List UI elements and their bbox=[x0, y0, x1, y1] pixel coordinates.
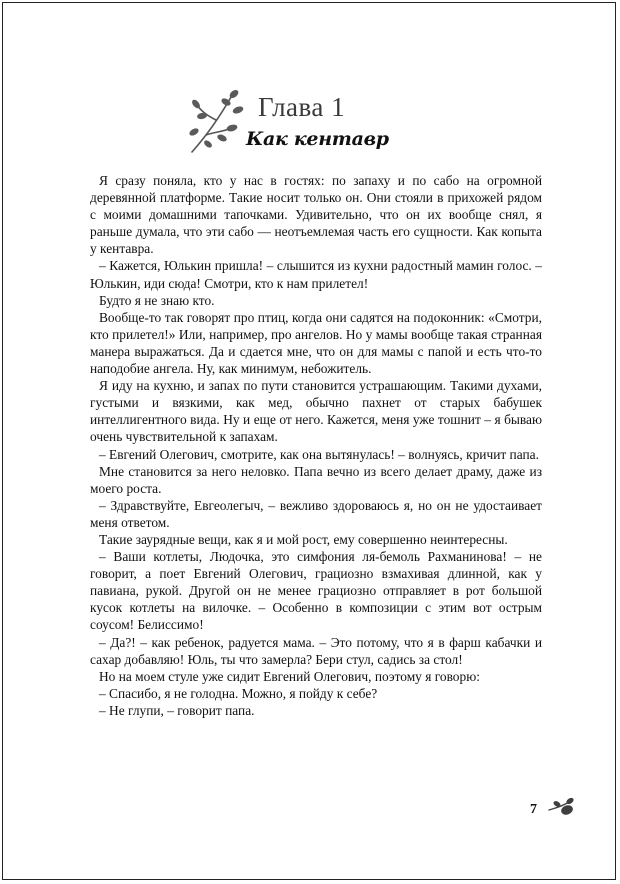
paragraph: – Да?! – как ребенок, радуется мама. – Это потому, что я в фарш кабачки и сахар добавляю! Юль, ты что замерла? Бери стул, садись за стол! bbox=[90, 634, 542, 667]
paragraph: – Ваши котлеты, Людочка, это симфония ля-бемоль Рахманинова! – не говорит, а поет Евгений Олегович, грациозно взмахивая длинной, как у павиана, рукой. Другой он не менее грациозно отправляет в рот большой кусок котлеты на вилочке. – Особенно в композиции с этим вот острым соусом! Белиссимо! bbox=[90, 549, 542, 633]
body-text bbox=[90, 172, 542, 719]
paragraph: – Не глупи, – говорит папа. bbox=[99, 702, 255, 718]
paragraph: Но на моем стуле уже сидит Евгений Олегович, поэтому я говорю: bbox=[99, 668, 480, 684]
paragraph: – Кажется, Юлькин пришла! – слышится из кухни радостный мамин голос. – Юлькин, иди сюда! Смотри, кто к нам прилетел! bbox=[90, 258, 542, 291]
paragraph: – Здравствуйте, Евгеолегыч, – вежливо здороваюсь я, но он не удостаивает меня ответом. bbox=[90, 497, 542, 530]
branch-ornament-icon bbox=[186, 86, 252, 156]
paragraph: – Евгений Олегович, смотрите, как она вытянулась! – волнуясь, кричит папа. bbox=[99, 446, 539, 462]
chapter-subtitle: Как кентавр bbox=[246, 128, 389, 150]
paragraph: Такие заурядные вещи, как я и мой рост, ему совершенно неинтересны. bbox=[99, 531, 508, 547]
leaf-ornament-icon bbox=[547, 796, 575, 818]
paragraph: Я иду на кухню, и запах по пути становится устрашающим. Такими духами, густыми и вязкими, как мед, обычно пахнет от старых бабушек интеллигентного вида. Ну и еще от него. Кажется, меня уже тошнит – я бываю очень чувствительной к запахам. bbox=[90, 378, 542, 445]
paragraph: Я сразу поняла, кто у нас в гостях: по запаху и по сабо на огромной деревянной платформе. Такие носит только он. Они стояли в прихожей рядом с моими домашними тапочками. Удивительно, что он их вообще снял, я раньше думала, что эти сабо — неотъемлемая часть его сущности. Как копыта у кентавра. bbox=[90, 173, 542, 257]
page-number: 7 bbox=[530, 802, 537, 817]
paragraph: Будто я не знаю кто. bbox=[99, 292, 215, 308]
paragraph: Вообще-то так говорят про птиц, когда они садятся на подоконник: «Смотри, кто прилетел!» Или, например, про ангелов. Но у мамы вообще такая странная манера выражаться. Да и сдается мне, что он для мамы с папой и есть что-то наподобие ангела. Ну, как минимум, небожитель. bbox=[90, 309, 542, 377]
paragraph: Мне становится за него неловко. Папа вечно из всего делает драму, даже из моего роста. bbox=[90, 463, 542, 496]
chapter-title: Глава 1 bbox=[258, 92, 346, 122]
paragraph: – Спасибо, я не голодна. Можно, я пойду к себе? bbox=[99, 685, 378, 701]
